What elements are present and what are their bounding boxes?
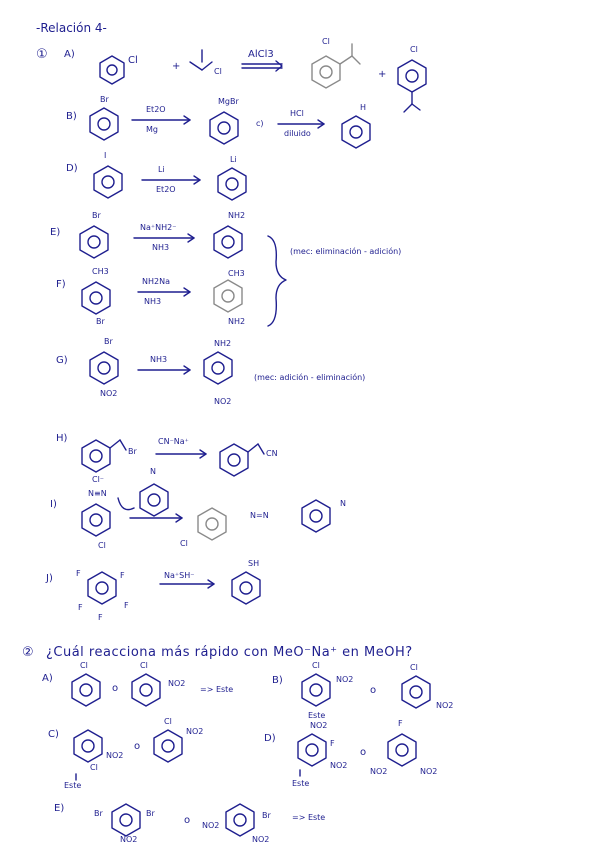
item-a-prod2-sub: Cl <box>410 45 418 54</box>
benzene-ring-2a-1 <box>72 674 100 706</box>
item-f-letter: F) <box>56 279 66 290</box>
item-i-prod-left: Cl <box>180 539 188 548</box>
item-g-sub-bottom: NO2 <box>100 389 118 398</box>
acyl-chloride-bond <box>202 62 212 70</box>
ex2-e-s2: NO2 <box>202 821 220 830</box>
item-i-letter: I) <box>50 499 57 510</box>
benzene-ring-g <box>90 352 118 384</box>
benzene-ring-h <box>82 440 126 472</box>
ex2-e-s1b: Br <box>146 809 155 818</box>
benzene-ring-j-product <box>232 572 260 604</box>
item-a-letter: A) <box>64 49 75 60</box>
item-a-prod-sub: Cl <box>322 37 330 46</box>
benzene-ring-a-product-para <box>398 60 426 112</box>
item-d-prod-sub: Li <box>230 155 237 164</box>
item-j-f3: F <box>124 601 129 610</box>
ex2-c-mark: Este <box>64 781 82 790</box>
reaction-arrow-head-a <box>276 61 282 71</box>
ex2-d-s1c: NO2 <box>330 761 348 770</box>
ex2-d-s1b: F <box>330 739 335 748</box>
benzene-ring-i-amine <box>140 484 168 516</box>
ex2-c-s2b: NO2 <box>186 727 204 736</box>
benzene-ring-2a-2 <box>132 674 160 706</box>
item-a-sub1: Cl <box>128 55 138 66</box>
benzene-ring-2d-2 <box>388 734 416 766</box>
exercise-2-question: ¿Cuál reacciona más rápido con MeO⁻Na⁺ en MeOH? <box>46 645 413 660</box>
item-g-prod-bottom: NO2 <box>214 397 232 406</box>
item-i-prod-right: N <box>340 499 346 508</box>
item-a-plus2: + <box>378 69 387 80</box>
benzene-ring-2d-1 <box>298 734 326 766</box>
item-j-f4: F <box>78 603 83 612</box>
benzene-ring-2e-2 <box>226 804 254 836</box>
benzene-ring-i <box>82 504 110 536</box>
ex2-e-s1c: NO2 <box>120 835 138 844</box>
item-f-reagent-bottom: NH3 <box>144 297 162 306</box>
item-b-letter: B) <box>66 111 77 122</box>
item-f-sub-bottom: Br <box>96 317 105 326</box>
item-i-sub-bottom: Cl <box>98 541 106 550</box>
ex2-c-letter: C) <box>48 729 59 740</box>
benzene-ring-2b-1 <box>302 674 330 706</box>
ex2-c-s1: NO2 <box>106 751 124 760</box>
item-g-reagent: NH3 <box>150 355 168 364</box>
ex2-b-s1b: NO2 <box>336 675 354 684</box>
ex2-d-s2c: NO2 <box>420 767 438 776</box>
benzene-ring-f <box>82 282 110 314</box>
item-d-sub: I <box>104 151 107 160</box>
ex2-c-or: o <box>134 741 141 752</box>
item-i-sub-mid: N≡N <box>88 489 107 498</box>
benzene-ring-j <box>88 572 116 604</box>
item-i-amine: N <box>150 467 156 476</box>
item-c-reagent-bottom: diluido <box>284 129 311 138</box>
benzene-ring-2c-2 <box>154 730 182 762</box>
ex2-c-s1b: Cl <box>90 763 98 772</box>
exercise-1-number: ① <box>36 47 49 62</box>
benzene-ring-c-product <box>342 116 370 148</box>
item-j-f2: F <box>120 571 125 580</box>
benzene-ring-f-product <box>214 280 242 312</box>
ex2-d-s2b: NO2 <box>370 767 388 776</box>
item-d-letter: D) <box>66 163 78 174</box>
item-e-reagent-bottom: NH3 <box>152 243 170 252</box>
ex2-a-answer: => Este <box>200 685 234 694</box>
item-b-reagent-top: Et2O <box>146 105 166 114</box>
brace <box>268 236 286 326</box>
ex2-a-letter: A) <box>42 673 53 684</box>
item-d-reagent-top: Li <box>158 165 165 174</box>
item-j-f1: F <box>76 569 81 578</box>
item-h-letter: H) <box>56 433 68 444</box>
item-j-letter: J) <box>46 573 53 584</box>
ex2-e-or: o <box>184 815 191 826</box>
ex2-d-mark: Este <box>292 779 310 788</box>
benzene-ring-a1 <box>100 56 124 84</box>
item-b-prod-sub: MgBr <box>218 97 239 106</box>
benzene-ring-d <box>94 166 122 198</box>
benzene-ring-g-product <box>204 352 232 384</box>
ex2-c-s2: Cl <box>164 717 172 726</box>
benzene-ring-d-product <box>218 168 246 200</box>
benzene-ring-2e-1 <box>112 804 140 836</box>
ex2-a-s2b: NO2 <box>168 679 186 688</box>
item-d-reagent-bottom: Et2O <box>156 185 176 194</box>
ex2-d-s1: NO2 <box>310 721 328 730</box>
benzene-ring-b-product <box>210 112 238 144</box>
ex2-b-mark: Este <box>308 711 326 720</box>
benzene-ring-2b-2 <box>402 676 430 708</box>
item-h-sub: Br <box>128 447 137 456</box>
item-j-reagent: Na⁺SH⁻ <box>164 571 195 580</box>
item-g-prod-top: NH2 <box>214 339 232 348</box>
mechanism-note-2: (mec: adición - eliminación) <box>254 373 366 382</box>
ex2-b-or: o <box>370 685 377 696</box>
benzene-ring-h-product <box>220 444 264 476</box>
item-f-reagent-top: NH2Na <box>142 277 170 286</box>
item-e-reagent-top: Na⁺NH2⁻ <box>140 223 177 232</box>
benzene-ring-e <box>80 226 108 258</box>
ex2-d-or: o <box>360 747 367 758</box>
item-a-reagent: AlCl3 <box>248 49 274 60</box>
item-f-prod-top: CH3 <box>228 269 245 278</box>
item-a-sub2: Cl <box>214 67 222 76</box>
item-a-plus: + <box>172 61 181 72</box>
item-b-sub: Br <box>100 95 109 104</box>
exercise-2-number: ② <box>22 645 35 660</box>
acyl-chloride-bond <box>190 62 202 70</box>
item-f-prod-bottom: NH2 <box>228 317 246 326</box>
benzene-ring-i-product-left <box>198 508 226 540</box>
mechanism-note-1: (mec: eliminación - adición) <box>290 247 402 256</box>
item-j-prod-sub: SH <box>248 559 260 568</box>
item-j-f5: F <box>98 613 103 622</box>
benzene-ring-e-product <box>214 226 242 258</box>
ex2-a-or: o <box>112 683 119 694</box>
benzene-ring-a-product-ortho <box>312 44 360 88</box>
ex2-e-s2b: Br <box>262 811 271 820</box>
ex2-d-s2: F <box>398 719 403 728</box>
item-b-reagent-bottom: Mg <box>146 125 158 134</box>
ex2-e-letter: E) <box>54 803 65 814</box>
page-title: -Relación 4- <box>36 21 107 35</box>
item-e-letter: E) <box>50 227 61 238</box>
ex2-b-s2b: NO2 <box>436 701 454 710</box>
ex2-b-s2: Cl <box>410 663 418 672</box>
item-c-reagent-top: HCl <box>290 109 304 118</box>
item-i-prod-mid: N=N <box>250 511 269 520</box>
ex2-a-s2: Cl <box>140 661 148 670</box>
item-c-prod-sub: H <box>360 103 367 112</box>
benzene-ring-2c-1 <box>74 730 102 762</box>
ex2-a-s1: Cl <box>80 661 88 670</box>
ex2-e-s2c: NO2 <box>252 835 270 844</box>
curved-arrow <box>118 498 134 510</box>
item-e-prod-sub: NH2 <box>228 211 246 220</box>
item-g-letter: G) <box>56 355 68 366</box>
item-g-sub-top: Br <box>104 337 113 346</box>
item-c-step: c) <box>256 119 264 128</box>
ex2-b-letter: B) <box>272 675 283 686</box>
item-h-reagent: CN⁻Na⁺ <box>158 437 189 446</box>
benzene-ring-i-product-right <box>302 500 330 532</box>
item-i-sub-top: Cl⁻ <box>92 475 105 484</box>
benzene-ring-b <box>90 108 118 140</box>
ex2-d-letter: D) <box>264 733 276 744</box>
item-h-prod-sub: CN <box>266 449 278 458</box>
ex2-e-s1: Br <box>94 809 103 818</box>
item-e-sub: Br <box>92 211 101 220</box>
ex2-e-answer: => Este <box>292 813 326 822</box>
item-f-sub-top: CH3 <box>92 267 109 276</box>
ex2-b-s1: Cl <box>312 661 320 670</box>
